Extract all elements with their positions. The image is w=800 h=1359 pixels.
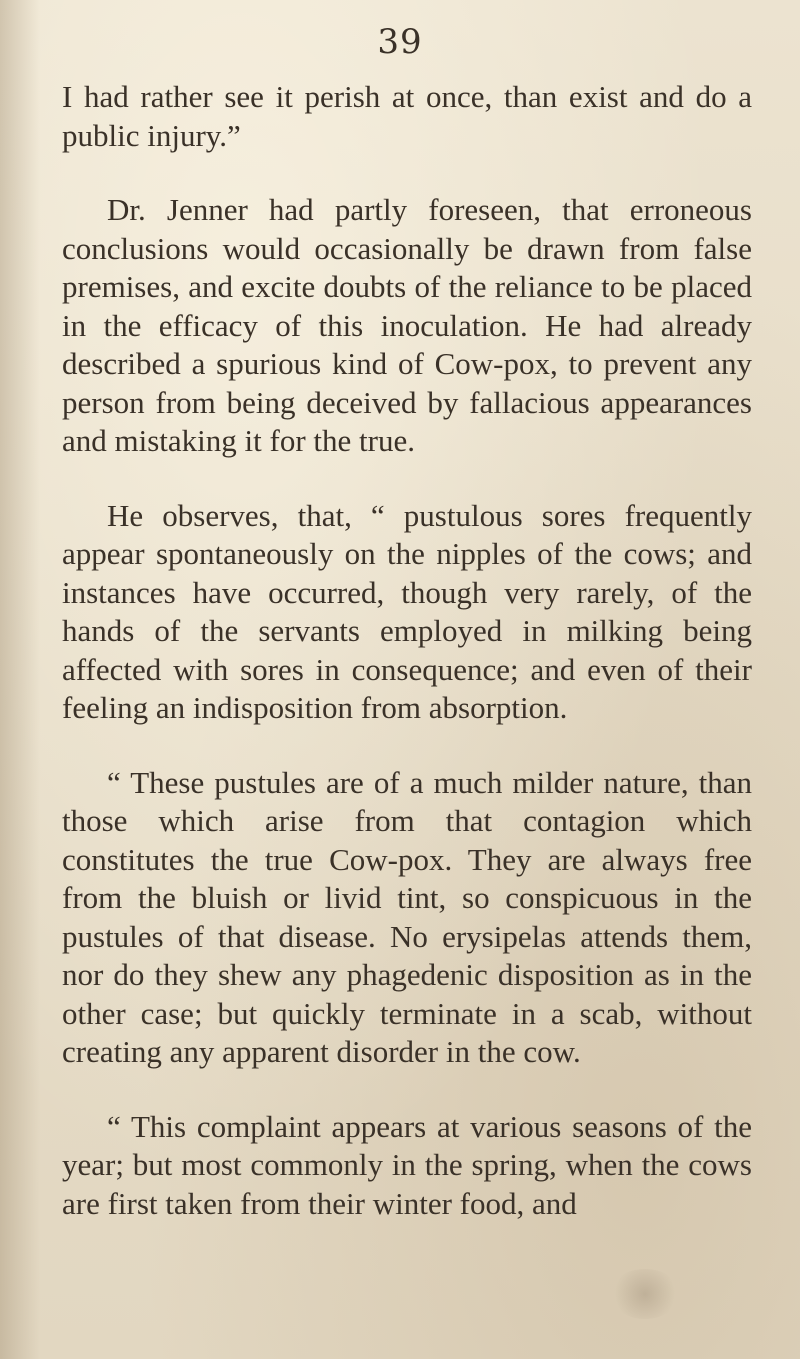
paragraph-jenner: Dr. Jenner had partly foreseen, that erroneous conclusions would occasionally be drawn from false premises, and excite doubts of the reliance to be placed in the efficacy of this inoculation. He had already described a spurious kind of Cow-pox, to prevent any person from being deceived by fallacious appearances and mistaking it for the true. (62, 192, 752, 458)
page-edge-shadow (0, 0, 40, 1359)
page-number: 39 (377, 22, 423, 62)
paper-stain (610, 1269, 680, 1319)
paragraph-continuation: I had rather see it perish at once, than exist and do a public injury.” (62, 79, 752, 153)
paragraph-observes: He observes, that, “ pustulous sores frequently appear spontaneously on the nipples of the cows; and instances have occurred, though very rarely, of the hands of the servants employed in milking being affected with sores in consequence; and even of their feeling an indisposition from absorption. (62, 497, 752, 725)
body-text (62, 78, 752, 1259)
paragraph-complaint: “ This complaint appears at various seasons of the year; but most commonly in the spring, when the cows are first taken from their winter food, and (62, 1108, 752, 1221)
paragraph-pustules: “ These pustules are of a much milder nature, than those which arise from that contagion which constitutes the true Cow-pox. They are always free from the bluish or livid tint, so conspicuous in the pustules of that disease. No erysipelas attends them, nor do they shew any phagedenic disposition as in the other case; but quickly terminate in a scab, without creating any apparent disorder in the cow. (62, 764, 752, 1069)
